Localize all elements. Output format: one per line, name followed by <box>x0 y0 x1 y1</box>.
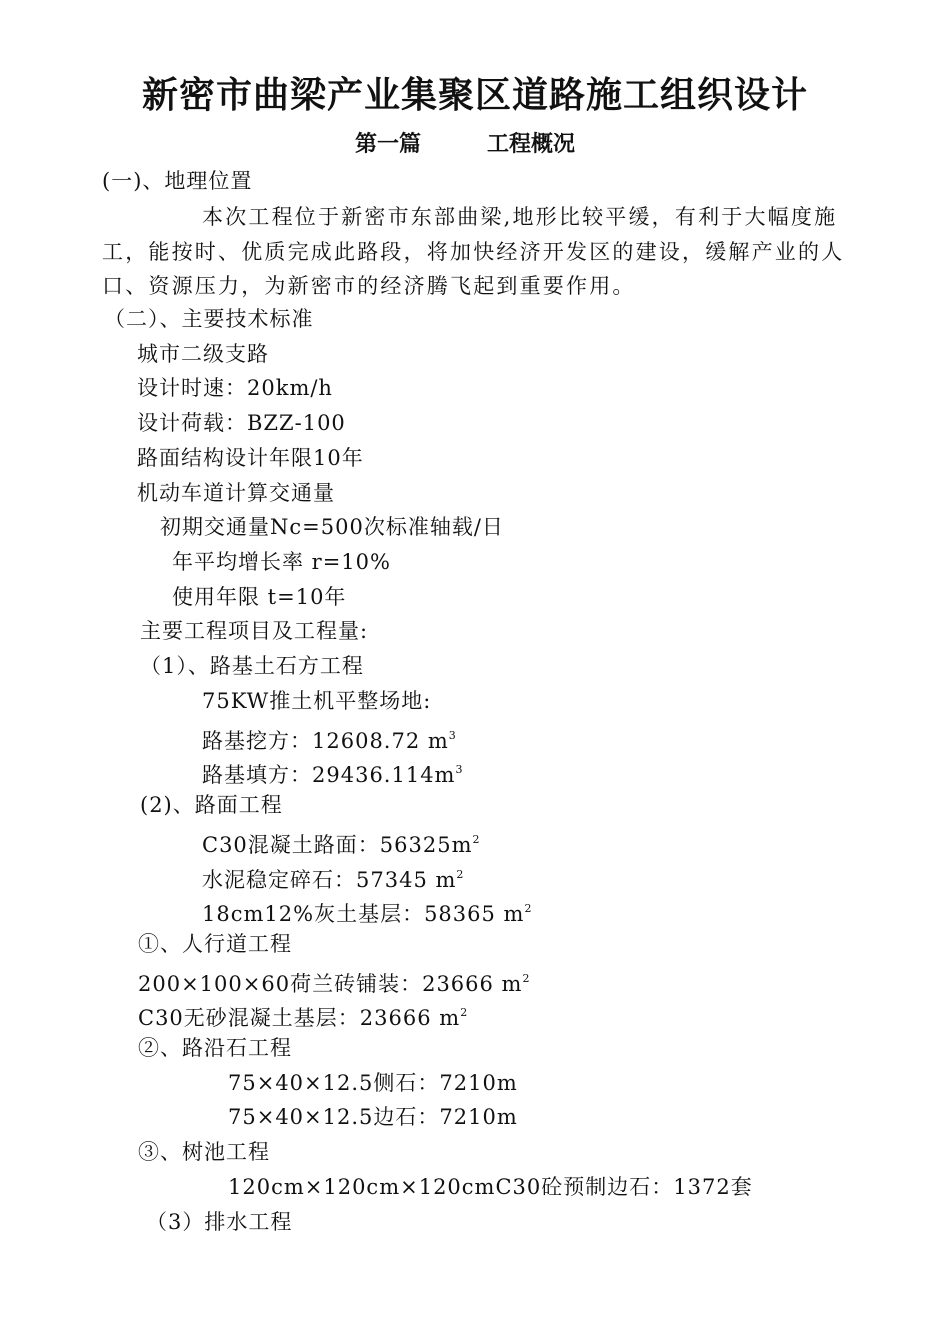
c30-surface-text: C30混凝土路面：56325m <box>202 833 473 857</box>
document-title: 新密市曲梁产业集聚区道路施工组织设计 <box>141 75 808 116</box>
fill-item <box>202 753 462 792</box>
curb-heading: ②、路沿石工程 <box>138 1036 292 1060</box>
lime-soil-item <box>202 892 531 931</box>
unit-exponent: 2 <box>460 1006 468 1019</box>
sidewalk-base-item <box>138 996 467 1035</box>
unit-exponent: 2 <box>456 868 464 881</box>
traffic-heading: 机动车道计算交通量 <box>137 481 335 505</box>
location-paragraph: 本次工程位于新密市东部曲梁,地形比较平缓，有利于大幅度施工，能按时、优质完成此路段，将加快经济开发区的建设，缓解产业的人口、资源压力，为新密市的经济腾飞起到重要作用。 <box>102 205 845 298</box>
unit-exponent: 3 <box>455 763 463 776</box>
design-load: 设计荷载：BZZ-100 <box>137 411 346 435</box>
growth-rate: 年平均增长率 r=10% <box>172 550 391 574</box>
side-stone-item: 75×40×12.5侧石：7210m <box>228 1071 518 1095</box>
section-heading-location: (一)、地理位置 <box>102 169 253 193</box>
unit-exponent: 2 <box>472 833 480 846</box>
excavation-text: 路基挖方：12608.72 m <box>202 729 449 753</box>
service-life: 使用年限 t=10年 <box>172 585 347 609</box>
part-name: 工程概况 <box>487 132 576 157</box>
precast-edge-item: 120cm×120cm×120cmC30砼预制边石：1372套 <box>228 1175 753 1199</box>
sidewalk-base-text: C30无砂混凝土基层：23666 m <box>138 1006 461 1030</box>
part-number: 第一篇 <box>355 132 422 157</box>
bulldozer-item: 75KW推土机平整场地: <box>202 689 432 713</box>
c30-surface-item <box>202 823 480 862</box>
quantities-heading: 主要工程项目及工程量: <box>140 619 369 643</box>
unit-exponent: 2 <box>524 902 532 915</box>
pavement-design-life: 路面结构设计年限10年 <box>137 446 364 470</box>
lime-soil-text: 18cm12%灰土基层：58365 m <box>202 902 525 926</box>
initial-traffic: 初期交通量Nc=500次标准轴载/日 <box>160 515 504 539</box>
road-class: 城市二级支路 <box>137 342 269 366</box>
tree-pit-heading: ③、树池工程 <box>138 1140 270 1164</box>
pavement-heading: (2)、路面工程 <box>140 793 283 817</box>
sidewalk-heading: ①、人行道工程 <box>138 932 292 956</box>
section-heading-standards: （二）、主要技术标准 <box>104 307 314 331</box>
fill-text: 路基填方：29436.114m <box>202 763 456 787</box>
drainage-heading: （3）排水工程 <box>146 1210 293 1234</box>
brick-text: 200×100×60荷兰砖铺装：23666 m <box>138 972 523 996</box>
subgrade-heading: （1）、路基土石方工程 <box>140 654 364 678</box>
unit-exponent: 3 <box>448 729 456 742</box>
unit-exponent: 2 <box>522 972 530 985</box>
edge-stone-item: 75×40×12.5边石：7210m <box>228 1105 518 1129</box>
design-speed: 设计时速：20km/h <box>137 376 333 400</box>
cement-gravel-text: 水泥稳定碎石：57345 m <box>202 868 457 892</box>
part-heading <box>355 128 575 162</box>
